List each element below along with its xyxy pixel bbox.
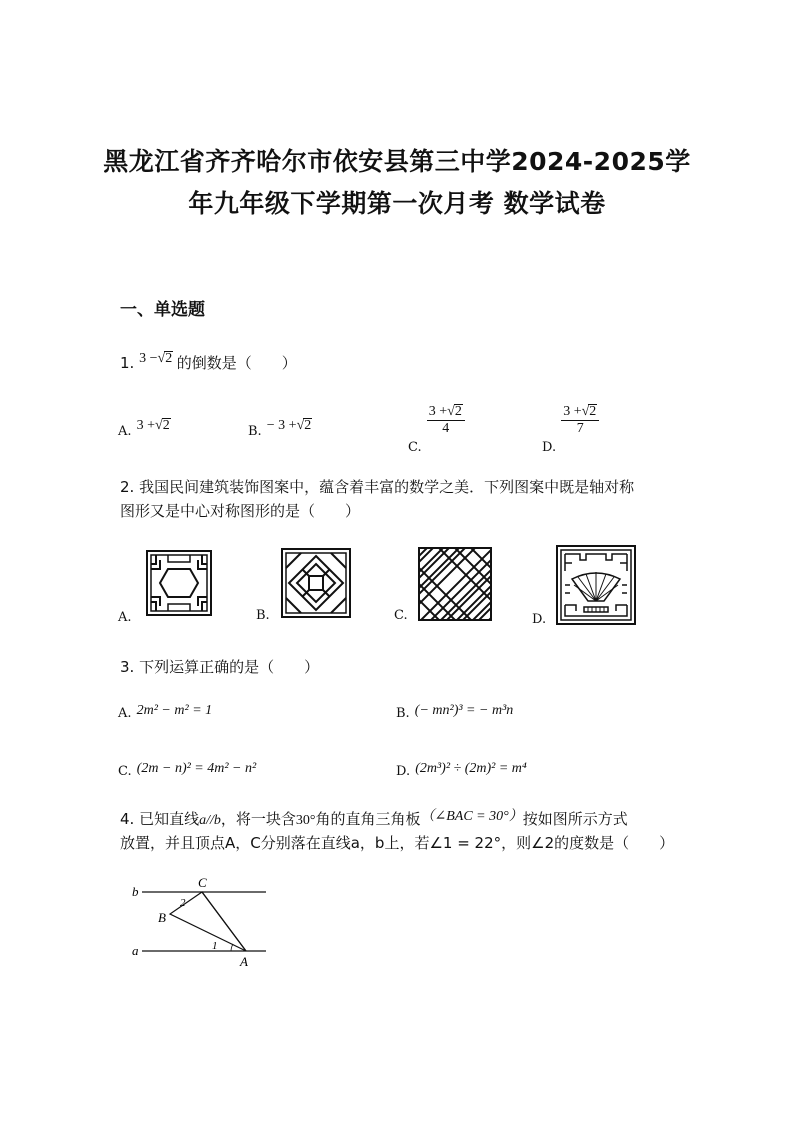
q1-option-a: A. 3 +√2 (118, 418, 170, 439)
q1-c-radicand: 2 (454, 404, 462, 419)
q1-d-denominator: 7 (576, 421, 584, 436)
q3-option-d-text: (2m³)² ÷ (2m)² = m⁴ (415, 761, 527, 776)
q4-paren: （∠BAC = 30°） (420, 809, 523, 824)
label-c: C (198, 875, 207, 890)
label-b: b (132, 884, 139, 899)
angle-1-label: 1 (212, 940, 218, 952)
q3-option-c-label: C. (118, 764, 132, 779)
q4-angle: 30° (295, 813, 316, 828)
q1-option-d-label: D. (542, 440, 557, 455)
q1-d-num-lead: 3 + (563, 404, 582, 419)
q4-parallel: a//b (199, 813, 221, 828)
q1-option-b-label: B. (248, 424, 262, 439)
q4-triangle-figure (128, 872, 278, 972)
q3-option-d-label: D. (396, 764, 411, 779)
q1-option-a-label: A. (118, 424, 132, 439)
q4-text-c: 角的直角三角板 (315, 810, 421, 828)
q2-option-a-label: A. (118, 610, 132, 625)
q2-pattern-d-image (556, 545, 636, 625)
q1-b-radicand: 2 (304, 418, 312, 433)
document-title-line-1: 黑龙江省齐齐哈尔市依安县第三中学2024-2025学 (103, 147, 691, 176)
question-4-line-1 (120, 808, 628, 829)
question-2-line-1: 2. 我国民间建筑装饰图案中，蕴含着丰富的数学之美．下列图案中既是轴对称 (120, 478, 635, 496)
question-1-expression: 3 −√2 (139, 351, 173, 366)
q3-option-a-label: A. (118, 706, 132, 721)
label-b-vertex: B (158, 910, 166, 925)
q1-c-num-lead: 3 + (428, 404, 448, 419)
label-a-vertex: A (240, 954, 248, 969)
q2-option-c-label: C. (394, 608, 408, 623)
question-3-stem: 3. 下列运算正确的是（ ） (120, 658, 320, 676)
q2-option-b-label: B. (256, 608, 270, 623)
question-1-number: 1. (120, 354, 135, 372)
q1-option-c: $_{C.}$ $\frac{3 +√2}{4}$ (408, 404, 465, 437)
question-1-text: 的倒数是（ ） (176, 354, 297, 372)
q3-option-d (396, 760, 527, 780)
q3-option-a-text: 2m² − m² = 1 (136, 703, 213, 718)
q4-text-b: ，将一块含 (220, 810, 296, 828)
q4-text-a: 4. 已知直线 (120, 810, 200, 828)
q3-option-c-text: (2m − n)² = 4m² − n² (136, 761, 257, 776)
q3-option-c (118, 760, 256, 780)
q1-d-radicand: 2 (589, 404, 597, 419)
q2-pattern-b-image (281, 548, 351, 618)
q2-pattern-c-image (418, 547, 492, 621)
q3-option-b (396, 702, 513, 722)
expr-left: 3 − (139, 351, 158, 366)
q3-option-b-text: (− mn²)³ = − m³n (414, 703, 514, 718)
q3-option-b-label: B. (396, 706, 410, 721)
question-4-line-2: 放置，并且顶点A，C分别落在直线a，b上，若∠1 = 22°，则∠2的度数是（ ） (120, 834, 675, 852)
q1-c-denominator: 4 (442, 421, 450, 436)
q1-option-d: $_{D.}$ $\frac{3 +√2}{7}$ (542, 404, 599, 437)
q2-pattern-a-image (146, 550, 212, 616)
question-2-line-2: 图形又是中心对称图形的是（ ） (120, 502, 361, 520)
q1-b-lead: − 3 + (266, 418, 297, 433)
q1-option-b: B. − 3 +√2 (248, 418, 312, 439)
q1-a-radicand: 2 (162, 418, 170, 433)
document-title-line-2: 年九年级下学期第一次月考 数学试卷 (188, 189, 606, 218)
q3-option-a (118, 702, 212, 722)
angle-2-label: 2 (180, 897, 186, 909)
label-a: a (132, 943, 139, 958)
q2-option-d-label: D. (532, 612, 547, 627)
expr-radicand: 2 (165, 351, 173, 366)
section-heading: 一、单选题 (120, 300, 205, 320)
q4-text-d: 按如图所示方式 (522, 810, 628, 828)
q1-a-lead: 3 + (136, 418, 156, 433)
q1-option-c-label: C. (408, 440, 422, 455)
question-1-stem (120, 352, 297, 373)
